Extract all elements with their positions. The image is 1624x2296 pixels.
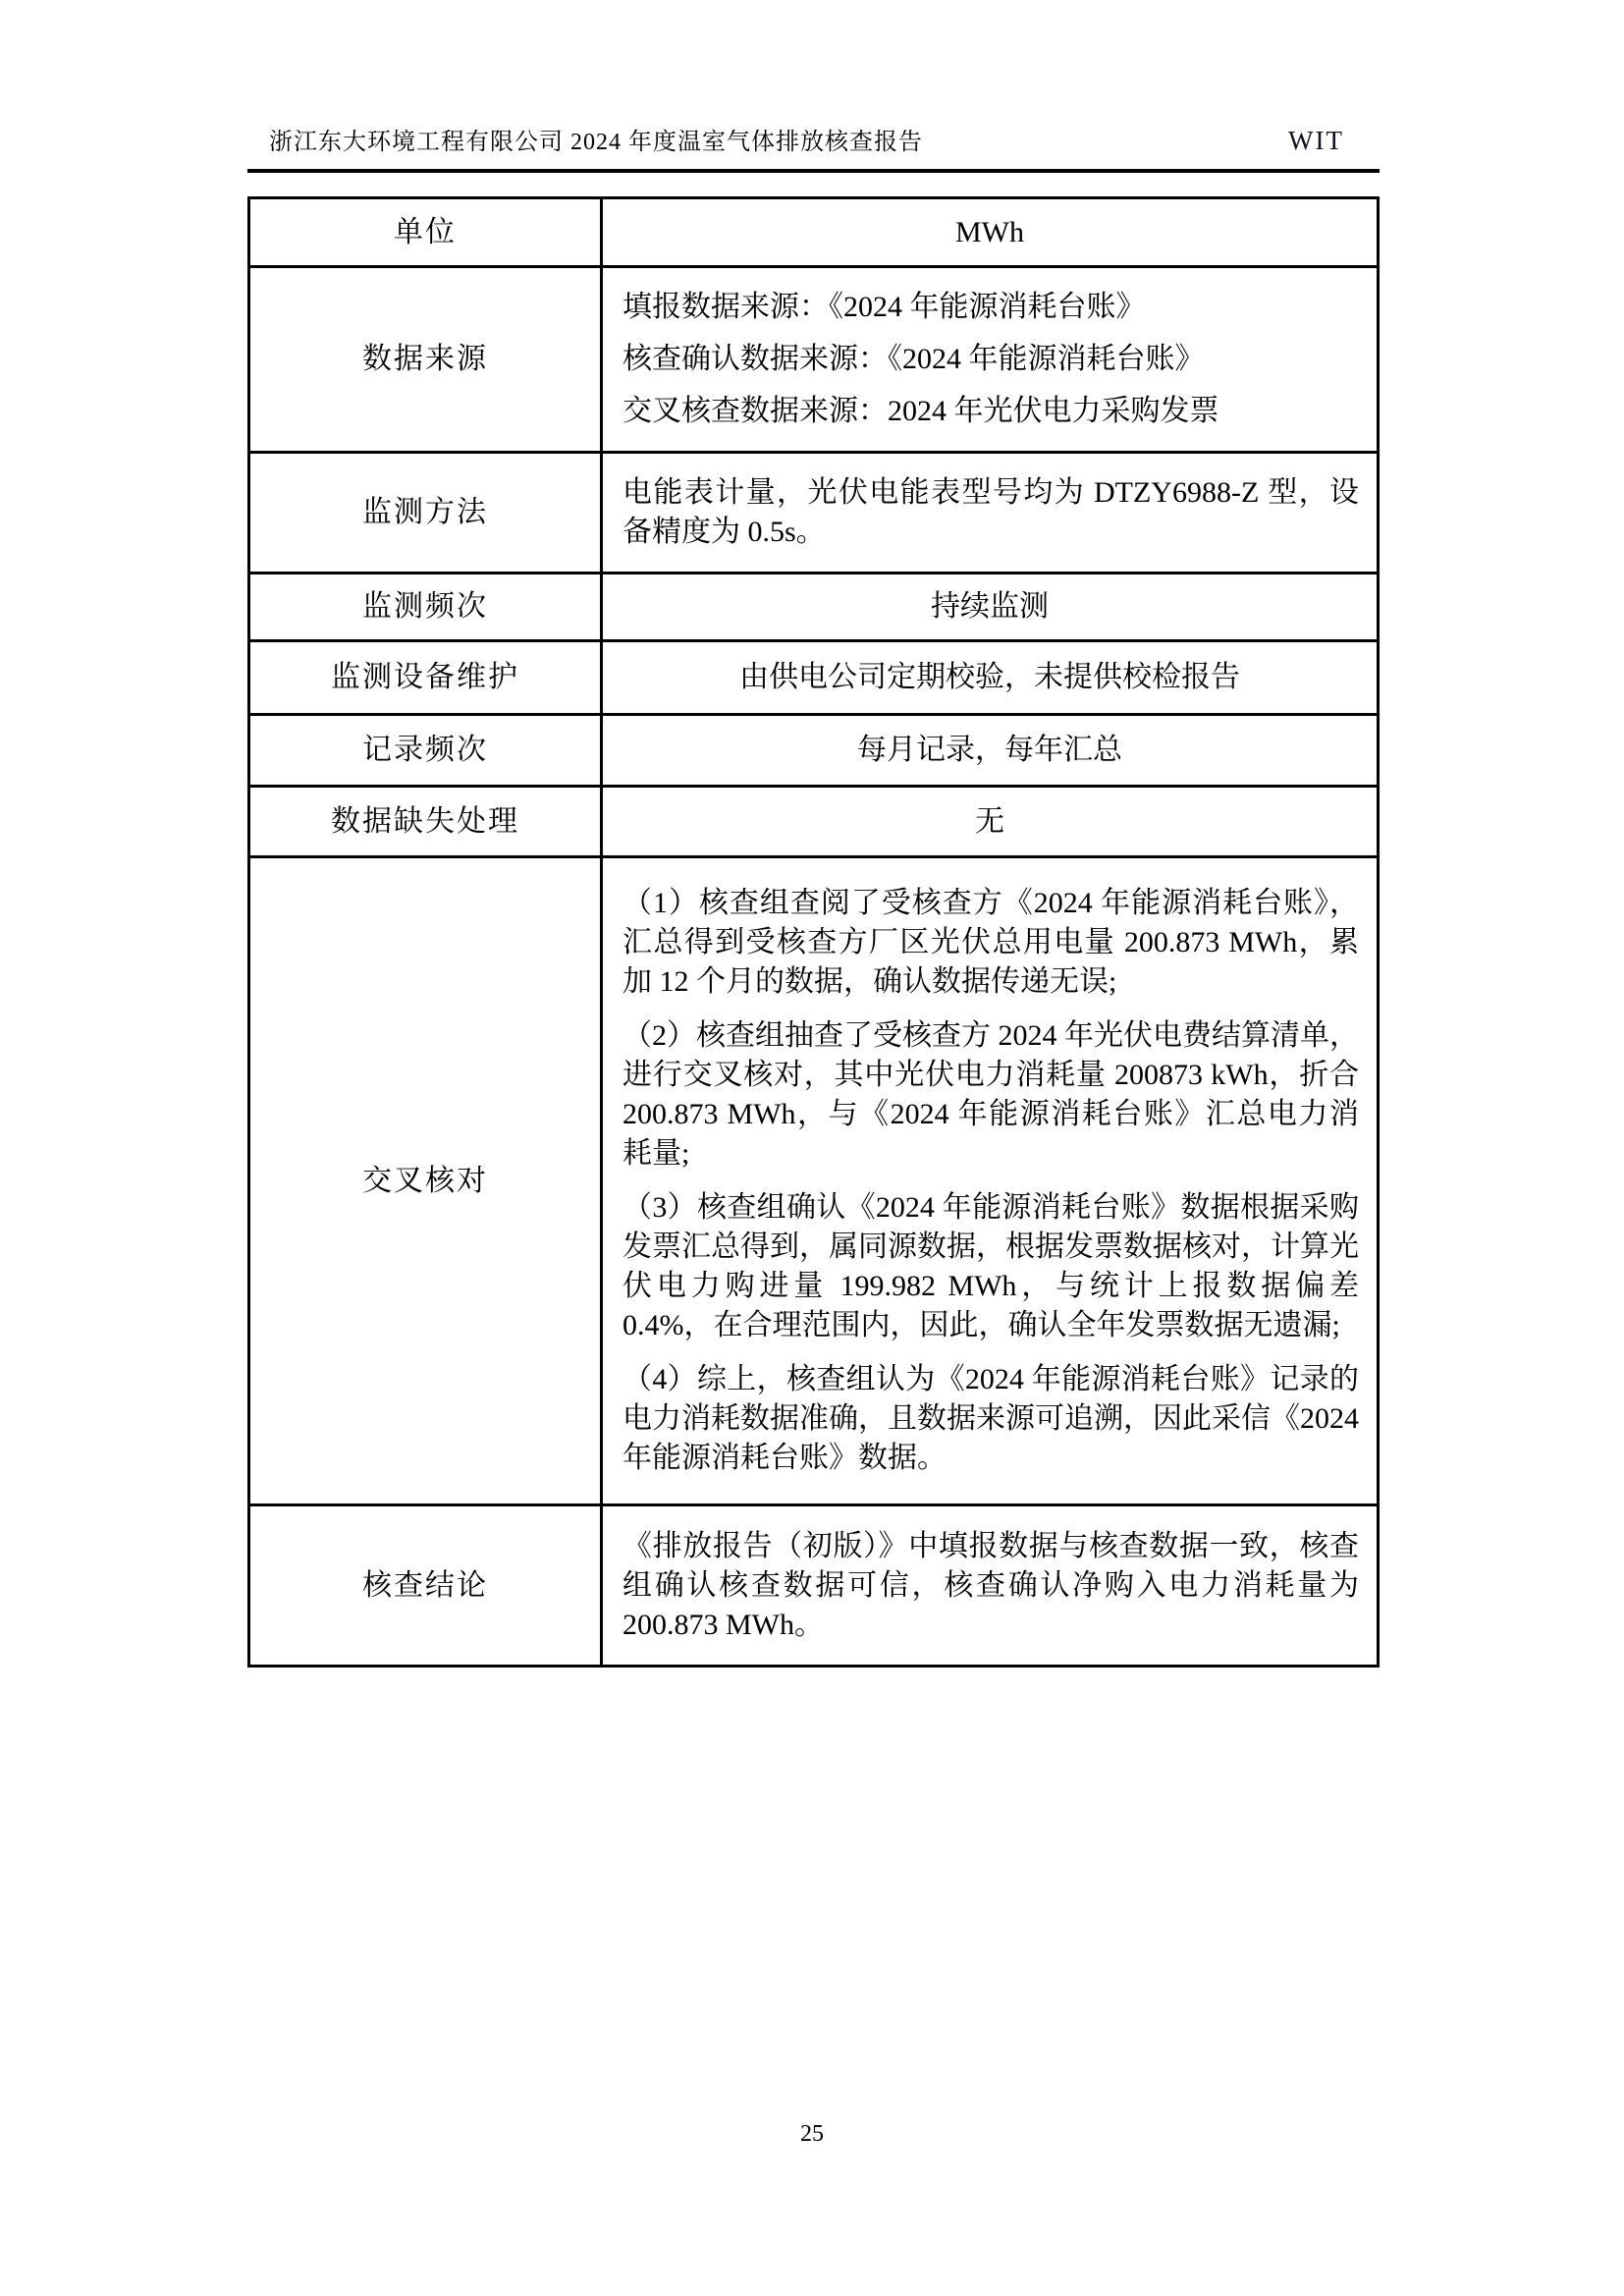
table-row-monitoring-method (249, 453, 1379, 574)
unit-value: MWh (955, 215, 1024, 248)
row-content (602, 715, 1379, 787)
table-row-device-maintenance (249, 641, 1379, 715)
device-maintenance-text: 由供电公司定期校验，未提供校检报告 (739, 661, 1240, 693)
row-label: 交叉核对 (249, 857, 602, 1505)
row-content (602, 453, 1379, 574)
row-label: 监测频次 (249, 574, 602, 641)
monitoring-frequency-text: 持续监测 (931, 590, 1049, 623)
table-row-unit (249, 198, 1379, 267)
row-content (602, 574, 1379, 641)
header-rule (247, 169, 1380, 173)
table-row-conclusion (249, 1505, 1379, 1667)
cross-check-paragraph: （4）综上，核查组认为《2024 年能源消耗台账》记录的电力消耗数据准确，且数据来源可追溯，因此采信《2024 年能源消耗台账》数据。 (623, 1363, 1359, 1474)
page-number: 25 (800, 2121, 824, 2147)
data-source-line: 交叉核查数据来源：2024 年光伏电力采购发票 (623, 395, 1219, 427)
record-frequency-text: 每月记录，每年汇总 (857, 734, 1122, 766)
row-label: 数据来源 (249, 267, 602, 453)
row-label: 数据缺失处理 (249, 787, 602, 857)
page-header (247, 122, 1380, 156)
row-content (602, 641, 1379, 715)
cross-check-paragraph: （2）核查组抽查了受核查方 2024 年光伏电费结算清单，进行交叉核对，其中光伏电力消耗量 200873 kWh，折合 200.873 MWh，与《2024 年能源消耗台账》汇总电力消耗量; (623, 1019, 1359, 1170)
header-watermark: WIT (1288, 126, 1344, 155)
table-row-data-source (249, 267, 1379, 453)
table-row-cross-check (249, 857, 1379, 1505)
conclusion-text: 《排放报告（初版）》中填报数据与核查数据一致，核查组确认核查数据可信，核查确认净购入电力消耗量为 200.873 MWh。 (623, 1529, 1359, 1641)
row-content (602, 1505, 1379, 1667)
row-content (602, 787, 1379, 857)
data-source-line: 填报数据来源：《2024 年能源消耗台账》 (623, 291, 1146, 323)
row-label: 监测方法 (249, 453, 602, 574)
page-footer (0, 2121, 1624, 2148)
cross-check-paragraph: （3）核查组确认《2024 年能源消耗台账》数据根据采购发票汇总得到，属同源数据，根据发票数据核对，计算光伏电力购进量 199.982 MWh，与统计上报数据偏差 0.4%，在合理范围内，因此，确认全年发票数据无遗漏; (623, 1191, 1359, 1341)
row-label: 单位 (249, 198, 602, 267)
monitoring-method-text: 电能表计量，光伏电能表型号均为 DTZY6988-Z 型，设备精度为 0.5s。 (623, 476, 1359, 548)
row-label: 核查结论 (249, 1505, 602, 1667)
verification-table (247, 196, 1380, 1667)
row-label: 监测设备维护 (249, 641, 602, 715)
data-source-line: 核查确认数据来源：《2024 年能源消耗台账》 (623, 343, 1205, 375)
header-title: 浙江东大环境工程有限公司 2024 年度温室气体排放核查报告 (269, 130, 923, 155)
table-row-record-frequency (249, 715, 1379, 787)
table-row-missing-data (249, 787, 1379, 857)
missing-data-text: 无 (975, 804, 1004, 838)
row-content (602, 198, 1379, 267)
row-content (602, 857, 1379, 1505)
row-label: 记录频次 (249, 715, 602, 787)
row-content (602, 267, 1379, 453)
cross-check-paragraph: （1）核查组查阅了受核查方《2024 年能源消耗台账》，汇总得到受核查方厂区光伏总用电量 200.873 MWh，累加 12 个月的数据，确认数据传递无误; (623, 887, 1359, 998)
table-row-monitoring-frequency (249, 574, 1379, 641)
